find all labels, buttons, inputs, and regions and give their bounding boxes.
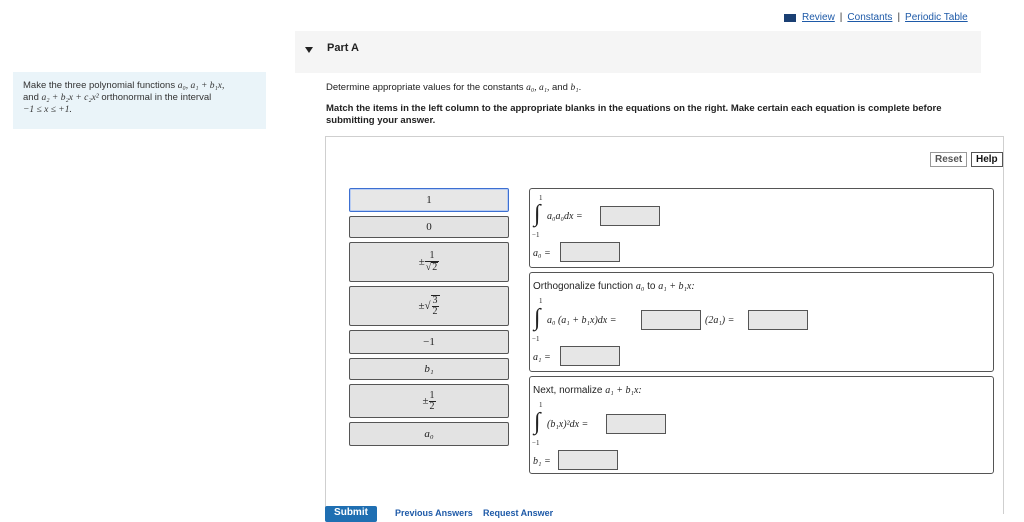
sqrt: √ 2	[425, 261, 438, 273]
answer-blank[interactable]	[748, 310, 808, 330]
problem-text: and	[23, 92, 42, 103]
tile-label: a₀	[424, 428, 434, 440]
integral-upper-limit: 1	[539, 401, 543, 409]
problem-math: −1 ≤ x ≤ +1.	[23, 105, 72, 115]
fraction-denominator: 2	[432, 306, 438, 317]
tile-fraction	[425, 251, 440, 273]
submit-button[interactable]: Submit	[325, 506, 377, 522]
heading-math: a₁ + b₁x:	[658, 281, 695, 292]
sqrt: √ $\frac{3}{2}$	[424, 295, 438, 317]
top-links	[784, 12, 968, 23]
tile-fraction	[432, 296, 439, 317]
constants-link[interactable]: Constants	[847, 12, 893, 23]
matching-instructions: Match the items in the left column to the appropriate blanks in the equations on the right. Make certain each equation is complete before submitting your answer.	[326, 103, 942, 126]
tile-fraction	[429, 391, 436, 412]
equation-box-normalize-a0	[529, 188, 994, 268]
problem-statement	[13, 72, 266, 129]
problem-math: a₂ + b₂x + c₂x²	[41, 93, 99, 103]
part-title: Part A	[327, 42, 359, 54]
instruction-math: b₁	[570, 83, 579, 93]
result-label: a₁ =	[533, 352, 551, 363]
tile-label: 1	[426, 194, 432, 206]
answer-tile[interactable]	[349, 242, 509, 282]
request-answer-link[interactable]: Request Answer	[483, 508, 554, 518]
answer-blank[interactable]	[641, 310, 701, 330]
heading-math: a₀	[635, 281, 645, 292]
periodic-table-link[interactable]: Periodic Table	[905, 12, 968, 23]
integrand-expression: a₀a₀dx =	[547, 211, 583, 222]
tile-label: −1	[423, 336, 435, 348]
answer-tile[interactable]	[349, 188, 509, 212]
answer-blank[interactable]	[606, 414, 666, 434]
answer-blank[interactable]	[560, 242, 620, 262]
equation-heading	[533, 281, 695, 292]
integral-sign: ∫	[534, 305, 541, 331]
tile-label: 0	[426, 221, 432, 233]
instruction-text: Determine appropriate values for the constants	[326, 82, 527, 93]
result-label: a₀ =	[533, 248, 551, 259]
answer-tile[interactable]	[349, 330, 509, 354]
tile-sign: ±	[422, 395, 429, 407]
tile-sign: ±	[418, 256, 425, 268]
answer-tile[interactable]	[349, 286, 509, 326]
instruction-text: and	[549, 82, 571, 93]
instruction-text: .	[578, 82, 582, 93]
integral-lower-limit: −1	[532, 439, 540, 447]
heading-text: Orthogonalize function	[533, 281, 636, 292]
reset-button[interactable]: Reset	[930, 152, 967, 167]
sqrt-radicand: 2	[432, 262, 438, 273]
middle-expression: (2a₁) =	[705, 315, 735, 326]
answer-tile[interactable]	[349, 358, 509, 380]
fraction-numerator: 1	[429, 250, 435, 261]
heading-text: to	[644, 281, 659, 292]
integral-sign: ∫	[534, 409, 541, 435]
fraction-denominator: 2	[429, 400, 435, 412]
instruction-math: a₀, a₁,	[526, 83, 550, 93]
collapse-caret-icon[interactable]	[305, 47, 313, 53]
tile-sign: ±	[418, 300, 425, 312]
integrand-expression: (b₁x)²dx =	[547, 419, 589, 430]
answer-blank[interactable]	[600, 206, 660, 226]
review-icon	[784, 14, 796, 22]
previous-answers-link[interactable]: Previous Answers	[395, 508, 473, 518]
equation-box-normalize-b1	[529, 376, 994, 474]
answer-tile[interactable]	[349, 216, 509, 238]
help-button[interactable]: Help	[971, 152, 1003, 167]
answer-blank[interactable]	[560, 346, 620, 366]
heading-math: a₁ + b₁x:	[605, 385, 642, 396]
integral-upper-limit: 1	[539, 194, 543, 202]
integral-upper-limit: 1	[539, 297, 543, 305]
answer-tile[interactable]	[349, 384, 509, 418]
fraction-numerator: 3	[432, 295, 438, 306]
integral-lower-limit: −1	[532, 231, 540, 239]
problem-text: orthonormal in the interval	[98, 92, 212, 103]
part-header[interactable]	[295, 31, 981, 73]
problem-math: a₀, a₁ + b₁x,	[177, 81, 225, 91]
equation-box-orthogonalize	[529, 272, 994, 372]
answer-blank[interactable]	[558, 450, 618, 470]
fraction-numerator: 1	[429, 389, 435, 401]
integrand-expression: a₀ (a₁ + b₁x)dx =	[547, 315, 617, 326]
instruction-line	[326, 82, 581, 93]
review-link[interactable]: Review	[802, 12, 835, 23]
integral-lower-limit: −1	[532, 335, 540, 343]
answer-tile[interactable]	[349, 422, 509, 446]
problem-text: Make the three polynomial functions	[23, 80, 178, 91]
link-separator: |	[839, 12, 843, 23]
heading-text: Next, normalize	[533, 385, 606, 396]
result-label: b₁ =	[533, 456, 551, 467]
equation-heading	[533, 385, 642, 396]
tile-label: b₁	[424, 363, 434, 375]
integral-sign: ∫	[534, 201, 541, 227]
link-separator: |	[897, 12, 901, 23]
